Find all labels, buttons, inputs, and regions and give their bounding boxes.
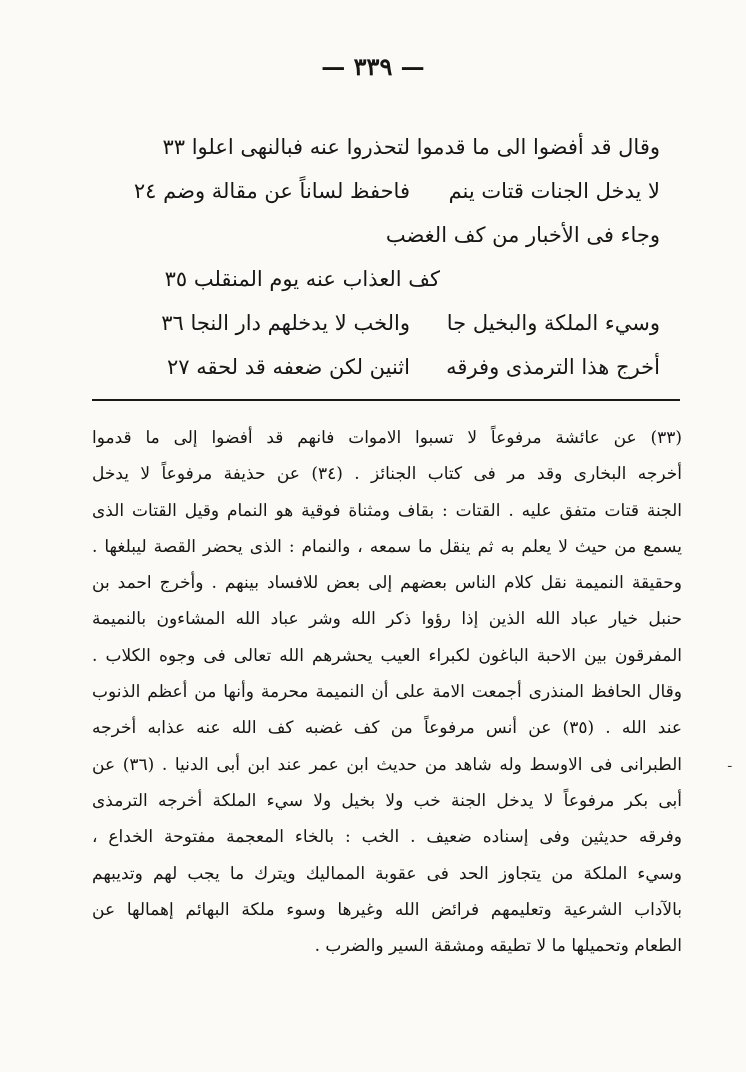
footnote-line: وفرقه حديثين وفى إسناده ضعيف . الخب : بالخاء المعجمة مفتوحة الخداع ، — [92, 827, 682, 848]
verse-first-hemistich: أخرج هذا الترمذى وفرقه — [446, 355, 660, 379]
footnote-line: الجنة قتات متفق عليه . القتات : بقاف ومثناة فوقية هو النمام وقيل القتات الذى — [92, 500, 682, 521]
verse-second-hemistich: كف العذاب عنه يوم المنقلب ٣٥ — [164, 267, 440, 291]
footnote-line: وسيء الملكة من يتجاوز الحد فى عقوبة المماليك ويترك ما يجب لهم وتديبهم — [92, 863, 682, 884]
footnote-line: الطبرانى فى الاوسط وله شاهد من حديث ابن عمر عند ابن أبى الدنيا . (٣٦) عن — [92, 754, 682, 775]
page-number: — ٣٣٩ — — [321, 52, 425, 81]
verse-first-hemistich: لا يدخل الجنات قتات ينم — [448, 179, 660, 203]
verse-line — [170, 213, 660, 257]
footnote-line: أخرجه البخارى وقد مر فى كتاب الجنائز . (٣٤) عن حذيفة مرفوعاً لا يدخل — [92, 464, 682, 485]
footnote-line: الطعام وتحميلها ما لا تطيقه ومشقة السير والضرب . — [314, 936, 682, 957]
footnote-line: بالآداب الشرعية وتعليمهم فرائض الله وغيرها وسوء ملكة البهائم إهمالها عن — [92, 899, 682, 920]
footnote-line: أبى بكر مرفوعاً لا يدخل الجنة خب ولا بخيل ولا سيء الملكة أخرجه الترمذى — [92, 790, 682, 811]
verse-second-hemistich: فاحفظ لساناً عن مقالة وضم ٢٤ — [133, 179, 410, 203]
verse-line — [166, 345, 660, 389]
verse-second-hemistich: والخب لا يدخلهم دار النجا ٣٦ — [161, 311, 410, 335]
footnote-line: عند الله . (٣٥) عن أنس مرفوعاً من كف غضبه كف الله عنه عذابه أخرجه — [92, 718, 682, 739]
footnote-line: المفرقون بين الاحبة الباغون لكبراء العيب يحشرهم الله تعالى فى وجوه الكلاب . — [92, 645, 682, 666]
footnote-line: حنبل خيار عباد الله الذين إذا رؤوا ذكر الله وشر عباد الله المشاءون بالنميمة — [92, 609, 682, 630]
footnote-divider — [92, 399, 680, 401]
footnote-line: (٣٣) عن عائشة مرفوعاً لا تسبوا الاموات فانهم قد أفضوا إلى ما قدموا — [92, 428, 682, 448]
verse-first-hemistich: وسيء الملكة والبخيل جا — [446, 311, 660, 335]
verse-second-hemistich: اثنين لكن ضعفه قد لحقه ٢٧ — [166, 355, 410, 379]
footnote-line: وقال الحافظ المنذرى أجمعت الامة على أن النميمة محرمة وأنها من أعظم الذنوب — [92, 682, 682, 703]
verse-second-hemistich: لتحذروا عنه فبالنهى اعلوا ٣٣ — [162, 135, 410, 159]
verse-line — [161, 301, 660, 345]
verse-first-hemistich: وقال قد أفضوا الى ما قدموا — [416, 135, 660, 159]
margin-mark: ـ — [728, 756, 732, 770]
verse-first-hemistich: وجاء فى الأخبار من كف الغضب — [385, 223, 660, 247]
verse-line — [162, 125, 660, 169]
verse-block — [133, 125, 660, 389]
verse-line — [133, 169, 660, 213]
footnotes — [92, 420, 682, 964]
verse-line — [164, 257, 660, 301]
footnote-line: يسمع من حيث لا يعلم به ثم ينقل ما سمعه ، والنمام : الذى يحضر القصة ليبلغها . — [92, 536, 682, 557]
footnote-line: وحقيقة النميمة نقل كلام الناس بعضهم إلى بعض للافساد بينهم . وأخرج احمد بن — [92, 573, 682, 594]
